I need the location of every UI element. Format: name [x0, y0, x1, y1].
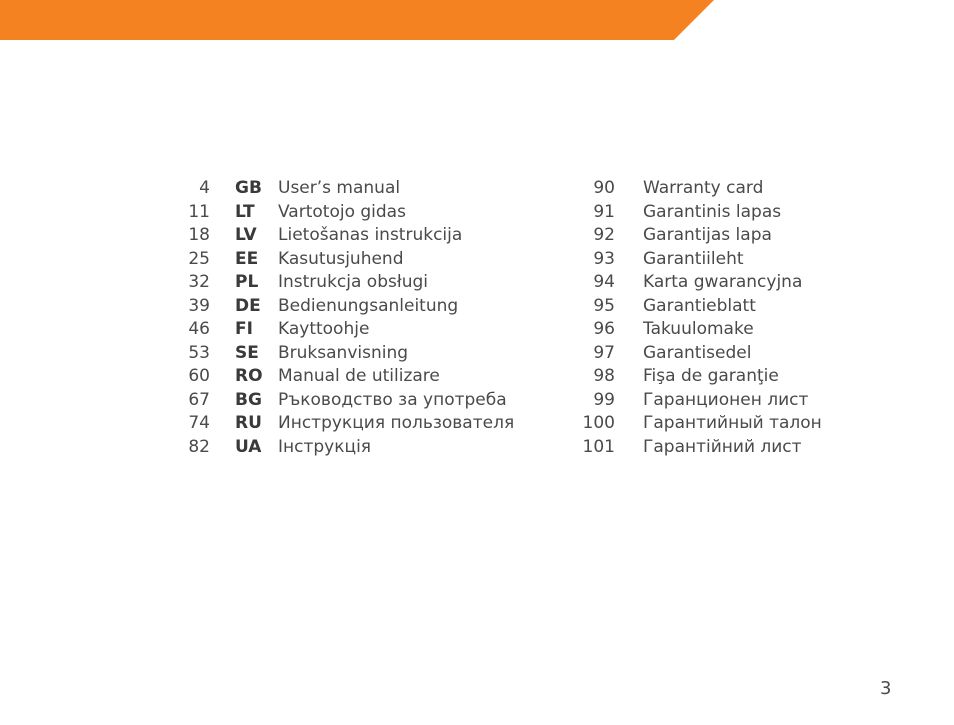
warranty-list-item[interactable]	[0, 317, 900, 341]
language-code: GB	[235, 178, 262, 198]
manual-page-number: 60	[188, 366, 210, 386]
language-code: BG	[235, 389, 262, 410]
manual-page-number: 67	[188, 389, 210, 410]
warranty-list-item[interactable]	[0, 388, 900, 412]
manual-page-number: 25	[188, 248, 210, 269]
banner-shape	[0, 0, 714, 40]
manual-page-number: 74	[188, 413, 210, 433]
warranty-page-number: 96	[593, 319, 615, 339]
warranty-page-number: 98	[593, 366, 615, 386]
warranty-title: Garantisedel	[643, 342, 752, 363]
warranty-title: Fişa de garanţie	[643, 366, 779, 386]
warranty-list-item[interactable]	[0, 294, 900, 318]
warranty-page-number: 92	[593, 225, 615, 245]
manual-page-number: 46	[188, 319, 210, 339]
warranty-list-item[interactable]	[0, 200, 900, 224]
warranty-title: Гарантійний лист	[643, 436, 802, 457]
manual-title: Kayttoohje	[278, 319, 370, 339]
warranty-title: Takuulomake	[643, 319, 754, 339]
manual-page-number: 4	[199, 178, 210, 198]
warranty-page-number: 101	[582, 436, 615, 457]
warranty-title: Гарантийный талон	[643, 413, 822, 433]
language-code: RU	[235, 413, 262, 433]
warranty-title: Garantinis lapas	[643, 201, 782, 222]
manual-title: Bedienungsanleitung	[278, 295, 459, 316]
manual-title: Инструкция пользователя	[278, 413, 515, 433]
page-number: 3	[880, 678, 892, 699]
warranty-list-item[interactable]	[0, 411, 900, 435]
warranty-title: Warranty card	[643, 178, 764, 198]
warranty-list-item[interactable]	[0, 176, 900, 200]
manual-title: Bruksanvisning	[278, 342, 409, 363]
warranty-list-item[interactable]	[0, 270, 900, 294]
manual-title: Інструкція	[278, 436, 372, 457]
language-code: LV	[235, 225, 257, 245]
manual-page-number: 82	[188, 436, 210, 457]
warranty-title: Гаранционен лист	[643, 389, 809, 410]
warranty-list-item[interactable]	[0, 247, 900, 271]
warranty-page-number: 90	[593, 178, 615, 198]
manual-title: Kasutusjuhend	[278, 248, 404, 269]
warranty-title: Garantieblatt	[643, 295, 756, 316]
warranty-list-item[interactable]	[0, 435, 900, 459]
language-code: RO	[235, 366, 263, 386]
manual-page-number: 11	[188, 201, 210, 222]
warranty-page-number: 100	[582, 413, 615, 433]
manual-title: Vartotojo gidas	[278, 201, 406, 222]
manual-title: Lietošanas instrukcija	[278, 225, 463, 245]
language-code: SE	[235, 342, 259, 363]
warranty-title: Garantijas lapa	[643, 225, 772, 245]
manual-page-number: 18	[188, 225, 210, 245]
warranty-page-number: 97	[593, 342, 615, 363]
warranty-page-number: 91	[593, 201, 615, 222]
manual-title: Instrukcja obsługi	[278, 272, 428, 292]
warranty-page-number: 95	[593, 295, 615, 316]
warranty-title: Garantiileht	[643, 248, 744, 269]
language-code: PL	[235, 272, 259, 292]
manual-title: Ръководство за употреба	[278, 389, 507, 410]
warranty-page-number: 99	[593, 389, 615, 410]
warranty-title: Karta gwarancyjna	[643, 272, 803, 292]
warranty-list-item[interactable]	[0, 364, 900, 388]
warranty-page-number: 94	[593, 272, 615, 292]
language-code: DE	[235, 295, 261, 316]
warranty-list-item[interactable]	[0, 341, 900, 365]
language-code: UA	[235, 436, 262, 457]
language-code: FI	[235, 319, 253, 339]
manual-title: Manual de utilizare	[278, 366, 440, 386]
manual-page-number: 39	[188, 295, 210, 316]
language-code: EE	[235, 248, 259, 269]
manual-title: User’s manual	[278, 178, 401, 198]
warranty-list-item[interactable]	[0, 223, 900, 247]
language-code: LT	[235, 201, 255, 222]
manual-page-number: 32	[188, 272, 210, 292]
manual-page-number: 53	[188, 342, 210, 363]
orange-header-banner	[0, 0, 954, 40]
warranty-page-number: 93	[593, 248, 615, 269]
